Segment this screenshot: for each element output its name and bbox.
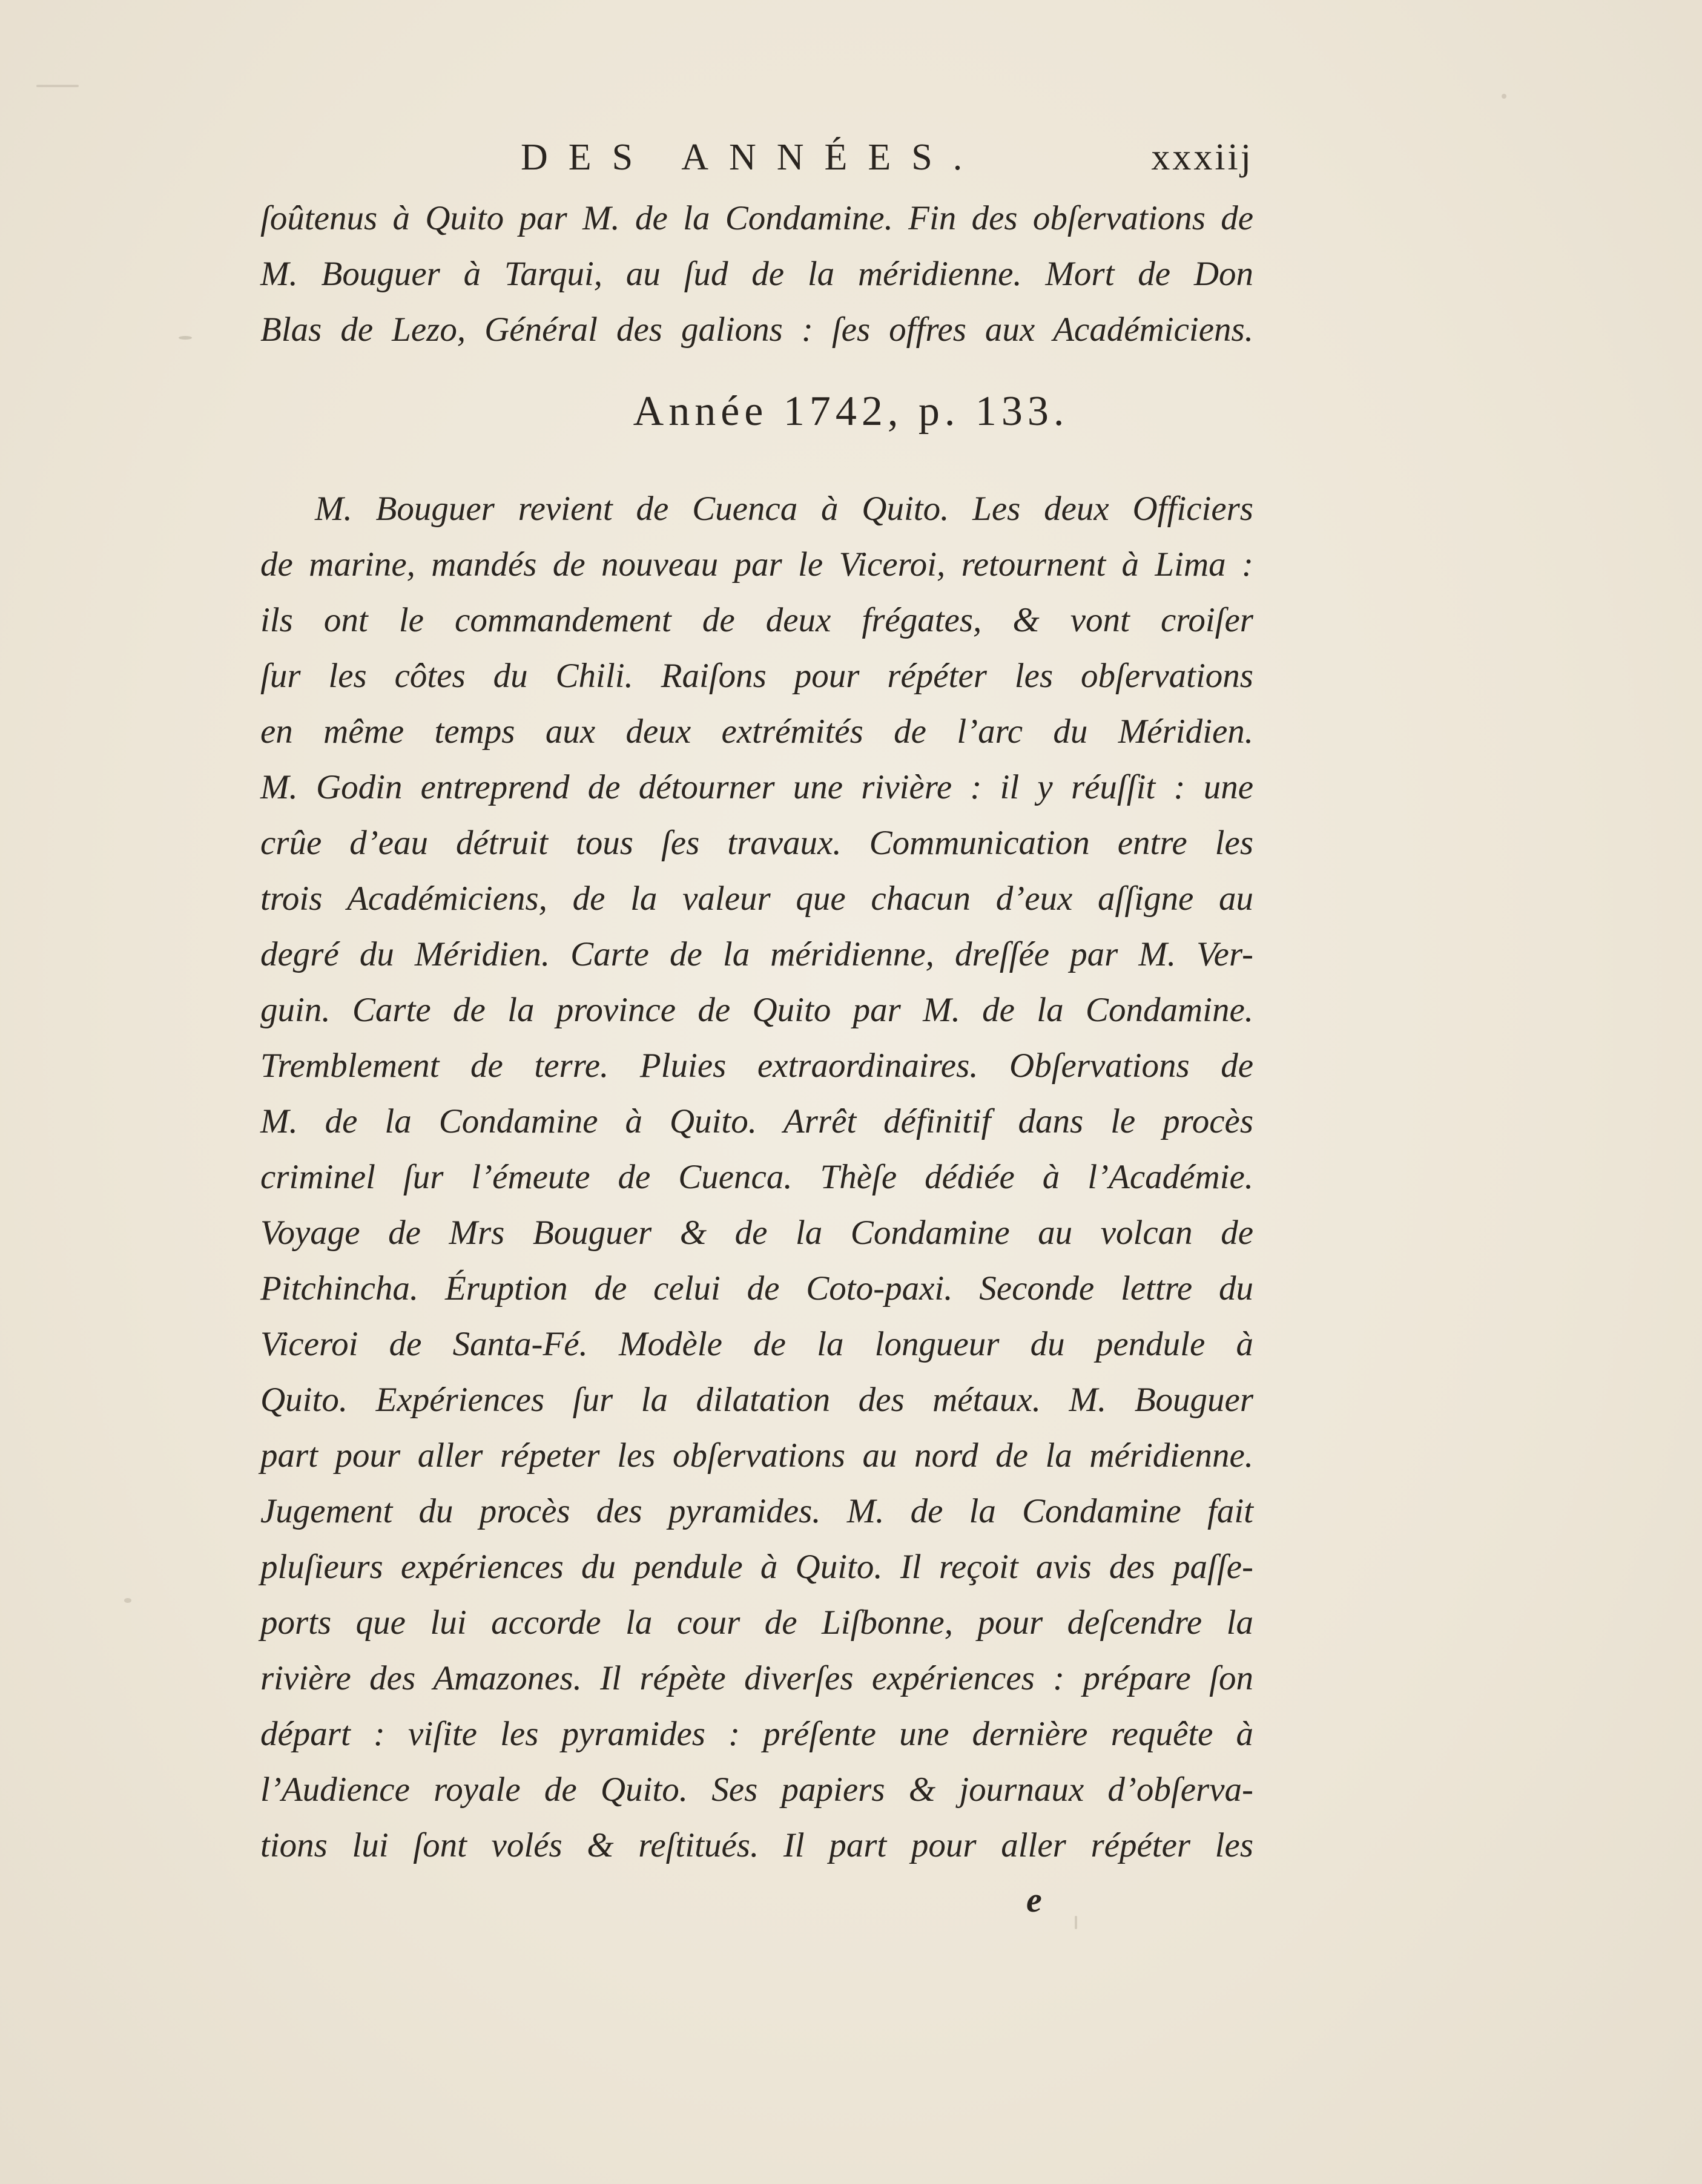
text-line: Pitchincha. Éruption de celui de Coto-paxi. Seconde lettre du [260,1269,1253,1307]
paper-speck [1075,1916,1077,1929]
text-line: M. Bouguer revient de Cuenca à Quito. Les deux Officiers [315,490,1253,528]
text-line: Jugement du procès des pyramides. M. de la Condamine fait [260,1492,1253,1530]
text-line: degré du Méridien. Carte de la méridienne, dreſſée par M. Ver- [260,935,1253,973]
text-line: criminel ſur l’émeute de Cuenca. Thèſe dédiée à l’Académie. [260,1158,1253,1196]
running-title: DES ANNÉES. [521,137,983,178]
signature-mark: e [1026,1880,1042,1919]
paper-speck [1502,94,1506,99]
text-line: en même temps aux deux extrémités de l’arc du Méridien. [260,712,1253,751]
text-line: guin. Carte de la province de Quito par M. de la Condamine. [260,991,1253,1029]
paper-speck [36,85,79,87]
text-line: Blas de Lezo, Général des galions : ſes offres aux Académiciens. [260,311,1253,349]
text-line: Voyage de Mrs Bouguer & de la Condamine au volcan de [260,1214,1253,1252]
text-line: M. Bouguer à Tarqui, au ſud de la méridienne. Mort de Don [260,255,1253,293]
text-line: M. Godin entreprend de détourner une rivière : il y réuſſit : une [260,768,1253,806]
text-line: de marine, mandés de nouveau par le Viceroi, retournent à Lima : [260,545,1253,584]
text-line: part pour aller répeter les obſervations au nord de la méridienne. [260,1436,1253,1475]
text-line: l’Audience royale de Quito. Ses papiers & journaux d’obſerva- [260,1771,1253,1809]
second-paragraph [260,481,1253,1873]
text-line: crûe d’eau détruit tous ſes travaux. Communication entre les [260,824,1253,862]
first-paragraph [260,191,1253,358]
running-head [260,136,1253,191]
text-line: tions lui ſont volés & reſtitués. Il part pour aller répéter les [260,1826,1253,1864]
page-number: xxxiij [1151,137,1253,178]
text-line: Viceroi de Santa-Fé. Modèle de la longueur du pendule à [260,1325,1253,1363]
paper-speck [179,336,192,340]
text-line: rivière des Amazones. Il répète diverſes expériences : prépare ſon [260,1659,1253,1697]
paper-speck [124,1598,131,1603]
text-line: Quito. Expériences ſur la dilatation des métaux. M. Bouguer [260,1381,1253,1419]
text-line: départ : viſite les pyramides : préſente une dernière requête à [260,1715,1253,1753]
text-line: ports que lui accorde la cour de Liſbonne, pour deſcendre la [260,1603,1253,1642]
text-line: Tremblement de terre. Pluies extraordinaires. Obſervations de [260,1047,1253,1085]
year-heading: Année 1742, p. 133. [633,388,1069,435]
text-line: M. de la Condamine à Quito. Arrêt définitif dans le procès [260,1102,1253,1140]
text-line: ſur les côtes du Chili. Raiſons pour répéter les obſervations [260,657,1253,695]
text-line: ſoûtenus à Quito par M. de la Condamine. Fin des obſervations de [260,199,1253,237]
text-line: trois Académiciens, de la valeur que chacun d’eux aſſigne au [260,880,1253,918]
text-line: ils ont le commandement de deux frégates, & vont croiſer [260,601,1253,639]
text-line: pluſieurs expériences du pendule à Quito. Il reçoit avis des paſſe- [260,1548,1253,1586]
